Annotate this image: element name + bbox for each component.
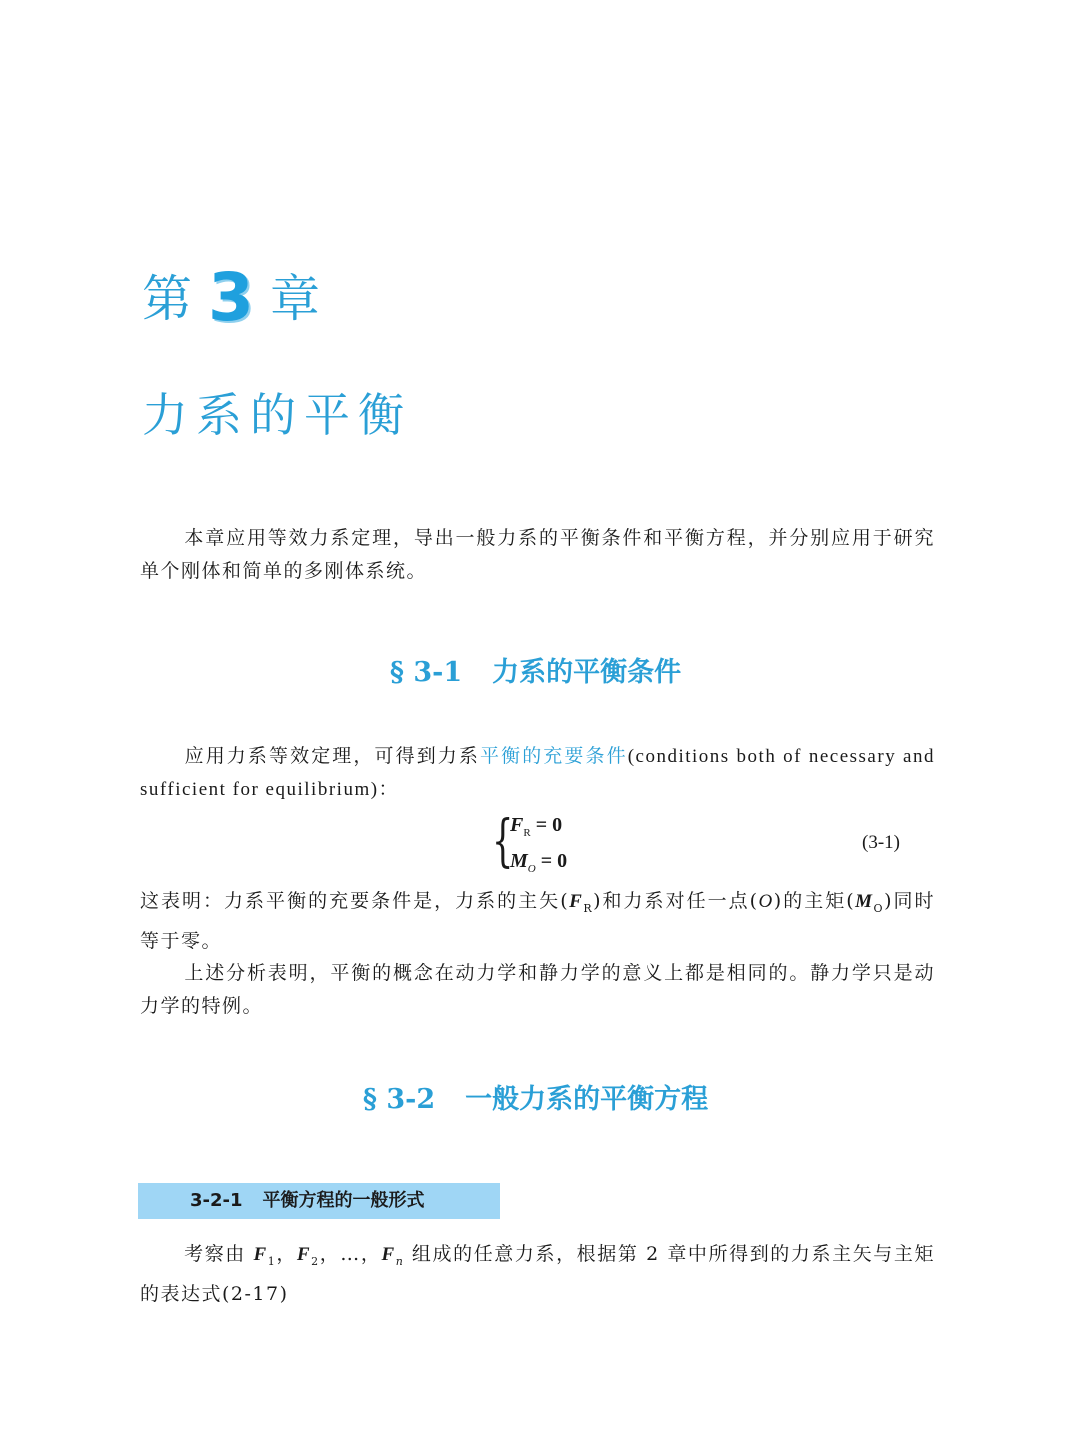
section-1-heading [0, 650, 1071, 689]
section-2-heading [0, 1077, 1071, 1116]
chapter-number: 3 [208, 259, 256, 336]
section-2-number: § 3-2 [362, 1084, 436, 1115]
para2-b: )和力系对任一点( [593, 890, 759, 912]
para2-sub-r: R [583, 901, 594, 915]
s2-sep1: ， [276, 1243, 297, 1265]
para2-var-f: F [569, 891, 584, 912]
s2-f1-sub: 1 [267, 1254, 277, 1268]
s2-para-b: 组成的任意力系，根据第 2 章中所得到的力系主矢与主矩的表达式(2-17) [140, 1243, 935, 1305]
chapter-label [142, 259, 322, 336]
eq-sub-o: O [527, 863, 536, 875]
para2-var-m: M [855, 891, 874, 912]
para2-a: 这表明：力系平衡的充要条件是，力系的主矢( [140, 890, 570, 912]
section-1-paragraph-3 [140, 957, 935, 1023]
eq-sub-r: R [523, 827, 531, 839]
chapter-title: 力系的平衡 [142, 388, 412, 442]
para1-after: (conditions both of necessary and sufficient for equilibrium)： [140, 746, 935, 800]
section-1-number: § 3-1 [389, 657, 463, 688]
s2-para-a: 考察由 [184, 1243, 254, 1265]
subsection-title: 平衡方程的一般形式 [262, 1190, 425, 1211]
equation-brace: { [492, 809, 514, 874]
intro-text: 本章应用等效力系定理，导出一般力系的平衡条件和平衡方程，并分别应用于研究单个刚体和简单的多刚体系统。 [140, 527, 935, 582]
equation-3-1 [492, 810, 952, 880]
subsection-number: 3-2-1 [190, 1190, 243, 1211]
para2-c: )的主矩( [773, 890, 856, 912]
equation-line-1 [510, 814, 562, 839]
eq-rhs-2: = 0 [535, 850, 568, 872]
s2-fn: F [381, 1244, 396, 1265]
intro-paragraph [140, 522, 935, 588]
s2-f2-sub: 2 [311, 1254, 320, 1268]
para3-text: 上述分析表明，平衡的概念在动力学和静力学的意义上都是相同的。静力学只是动力学的特例。 [140, 962, 935, 1017]
s2-f2: F [296, 1244, 312, 1265]
eq-var-fr: F [510, 814, 524, 836]
section-2-paragraph-1 [140, 1238, 935, 1311]
section-1-title: 力系的平衡条件 [492, 657, 682, 688]
s2-fn-sub: n [395, 1254, 405, 1268]
section-1-paragraph-2 [140, 885, 935, 958]
equation-line-2 [510, 850, 567, 875]
eq-rhs-1: = 0 [530, 814, 563, 836]
para1-before: 应用力系等效定理，可得到力系 [184, 745, 480, 767]
s2-sep2: ，…， [319, 1243, 382, 1265]
para1-highlight: 平衡的充要条件 [480, 745, 628, 767]
subsection-3-2-1-heading [138, 1183, 500, 1219]
para2-sub-o: O [873, 901, 885, 915]
para2-d: )同时等于零。 [140, 890, 936, 952]
section-1-paragraph-1 [140, 740, 935, 806]
equation-number: (3-1) [862, 832, 900, 853]
s2-f1: F [253, 1244, 268, 1265]
eq-var-mo: M [510, 850, 528, 872]
chapter-suffix: 章 [269, 270, 322, 328]
section-2-title: 一般力系的平衡方程 [465, 1084, 709, 1115]
chapter-prefix: 第 [142, 270, 194, 328]
para2-var-o: O [758, 891, 774, 912]
